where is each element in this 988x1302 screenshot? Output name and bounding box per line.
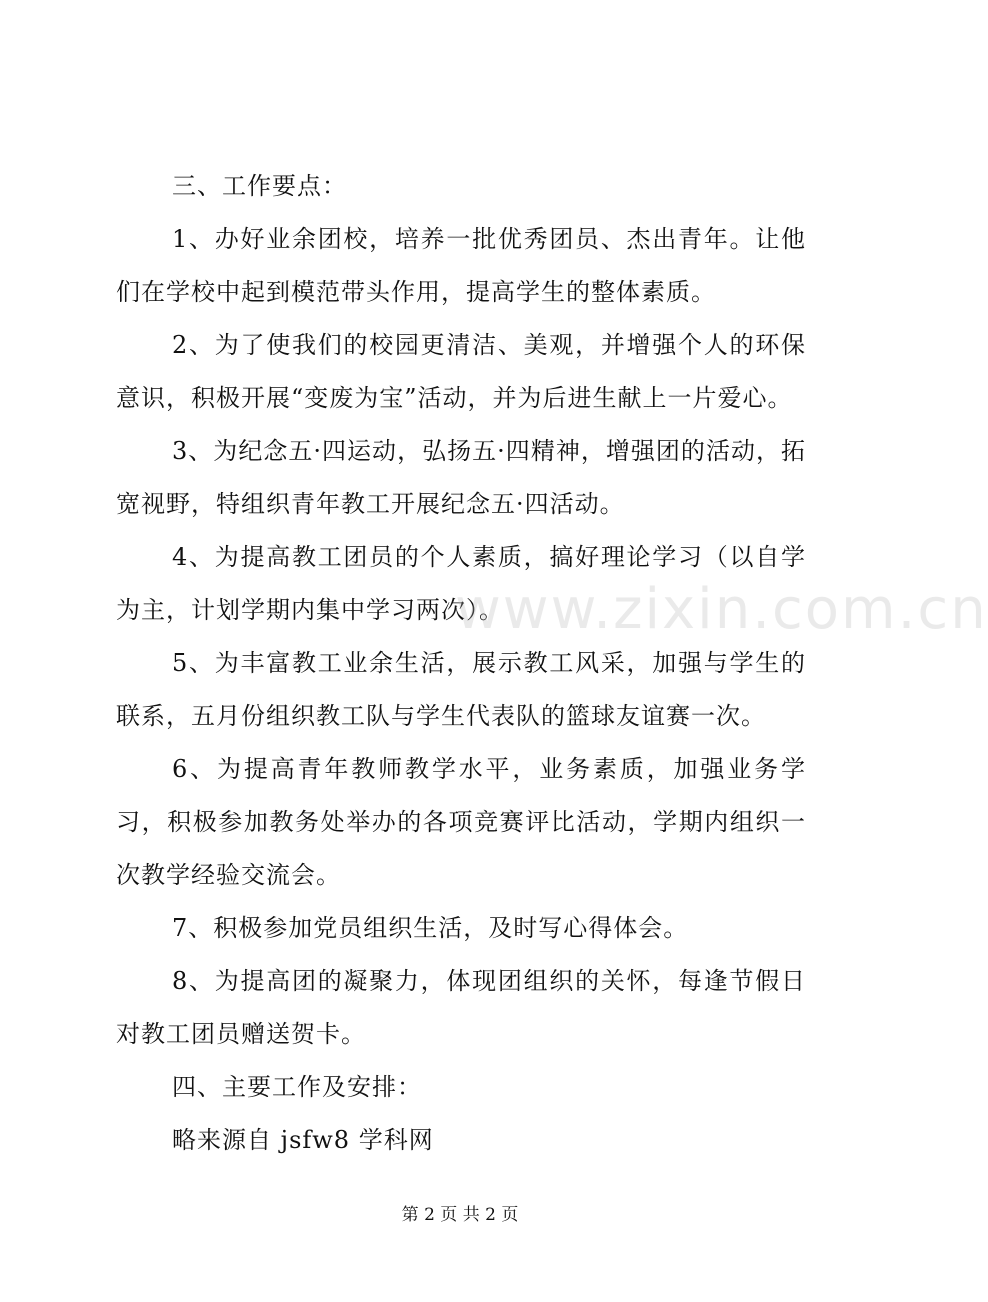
section-heading-work-points: 三、工作要点： xyxy=(172,172,347,200)
list-item: 5、为丰富教工业余生活，展示教工风采，加强与学生的联系，五月份组织教工队与学生代表队的篮球友谊赛一次。 xyxy=(116,649,806,730)
list-item: 6、为提高青年教师教学水平，业务素质，加强业务学习，积极参加教务处举办的各项竞赛评比活动，学期内组织一次教学经验交流会。 xyxy=(116,755,806,889)
list-item: 7、积极参加党员组织生活，及时写心得体会。 xyxy=(172,914,689,942)
list-item: 3、为纪念五·四运动，弘扬五·四精神，增强团的活动，拓宽视野，特组织青年教工开展纪念五·四活动。 xyxy=(116,437,806,518)
watermark: www.zixin.com.cn xyxy=(455,577,988,642)
list-item: 4、为提高教工团员的个人素质，搞好理论学习（以自学为主，计划学期内集中学习两次）。 xyxy=(116,543,806,624)
list-item: 1、办好业余团校，培养一批优秀团员、杰出青年。让他们在学校中起到模范带头作用，提高学生的整体素质。 xyxy=(116,225,806,306)
source-note: 略来源自 jsfw8 学科网 xyxy=(172,1126,434,1154)
list-item: 2、为了使我们的校园更清洁、美观，并增强个人的环保意识，积极开展“变废为宝”活动，并为后进生献上一片爱心。 xyxy=(116,331,806,412)
document-body xyxy=(116,160,806,1167)
list-item: 8、为提高团的凝聚力，体现团组织的关怀，每逢节假日对教工团员赠送贺卡。 xyxy=(116,967,806,1048)
page-footer: 第 2 页 共 2 页 xyxy=(401,1205,519,1225)
section-heading-main-work: 四、主要工作及安排： xyxy=(172,1073,422,1101)
